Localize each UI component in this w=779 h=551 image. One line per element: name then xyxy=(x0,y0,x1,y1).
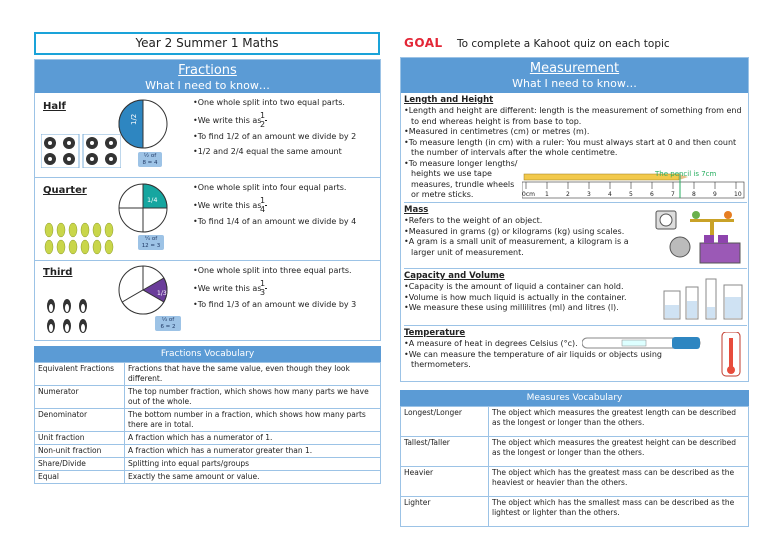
quarter-section xyxy=(35,179,380,261)
fractions-header xyxy=(35,60,380,93)
vocab-definition: Splitting into equal parts/groups xyxy=(125,458,381,471)
penguins-icon xyxy=(43,298,103,338)
page-title: Year 2 Summer 1 Maths xyxy=(135,36,279,50)
vocab-definition: A fraction which has a numerator of 1. xyxy=(125,432,381,445)
vocab-term: Equivalent Fractions xyxy=(35,363,125,386)
vocab-term: Heavier xyxy=(401,467,489,497)
quarter-label: Quarter xyxy=(43,185,87,196)
half-pie-icon xyxy=(117,98,169,150)
vocab-term: Denominator xyxy=(35,409,125,432)
quarter-notes: • One whole split into four equal parts. • We write this as $\frac{1}{4}$ • To find 1/4 of an amount we divide by 4 xyxy=(193,183,378,227)
fractions-vocab-title: Fractions Vocabulary xyxy=(34,346,381,362)
vocab-definition: The bottom number in a fraction, which shows how many parts there are in total. xyxy=(125,409,381,432)
half-notes: • One whole split into two equal parts. • We write this as $\frac{1}{2}$ • To find 1/2 of an amount we divide by 2 • 1/2 and 2/4 equal the same amount xyxy=(193,98,378,158)
svg-text:1/4: 1/4 xyxy=(147,196,158,204)
fractions-vocab-panel xyxy=(34,346,381,484)
ruler-numbers xyxy=(522,190,747,199)
third-pie-icon xyxy=(117,264,169,316)
measurement-header xyxy=(401,58,748,93)
length-heading: Length and Height xyxy=(404,95,494,105)
third-label: Third xyxy=(43,267,73,278)
ruler-number: 6 xyxy=(650,191,654,198)
third-section xyxy=(35,262,380,340)
ruler-number: 3 xyxy=(587,191,591,198)
table-row xyxy=(35,409,381,432)
thermometers-icon xyxy=(582,332,746,378)
vocab-term: Equal xyxy=(35,471,125,484)
measurement-panel xyxy=(400,57,749,382)
length-section: Length and Height • Length and height are different: length is the measurement of something from end to end whereas height is from base to top. • Measured in centimetres (cm) or metres (m). • To measure length (in cm) with a ruler: You must always start at 0 and then count the number of intervals after the whole centimetre. • To measure longer lengths/ heights we use tape measures, trundle wheels or metre sticks. The pencil is 7cm 0cm 1 2 3 4 5 6 7 8 9 10 xyxy=(404,95,747,203)
fractions-subtitle: What I need to know… xyxy=(145,79,270,92)
half-section xyxy=(35,94,380,178)
ruler-number: 4 xyxy=(608,191,612,198)
football-balls-icon xyxy=(41,134,121,168)
table-row xyxy=(401,497,749,527)
vocab-definition: The object which has the greatest mass can be described as the heaviest or heavier than the others. xyxy=(489,467,749,497)
vocab-definition: The object which measures the greatest length can be described as the longest or longer than the others. xyxy=(489,407,749,437)
table-row xyxy=(35,445,381,458)
title-box xyxy=(34,32,380,55)
measurement-subtitle: What I need to know… xyxy=(512,77,637,90)
half-label: Half xyxy=(43,101,66,112)
measures-vocab-panel xyxy=(400,390,749,527)
ruler-number: 8 xyxy=(692,191,696,198)
table-row xyxy=(401,437,749,467)
ruler-number: 9 xyxy=(713,191,717,198)
goal-logo: GOAL xyxy=(404,36,443,50)
ruler-number: 1 xyxy=(545,191,549,198)
ruler-number: 2 xyxy=(566,191,570,198)
capacity-section: Capacity and Volume • Capacity is the amount of liquid a container can hold. • Volume is how much liquid is actually in the container. • We measure these using millilitres (ml) and litres (l). xyxy=(404,271,747,326)
ruler-number: 0cm xyxy=(522,191,535,198)
mass-section: Mass • Refers to the weight of an object. • Measured in grams (g) or kilograms (kg) using scales. • A gram is a small unit of measurement, a kilogram is a larger unit of measurement. xyxy=(404,205,747,269)
vocab-term: Non-unit fraction xyxy=(35,445,125,458)
goal-text: To complete a Kahoot quiz on each topic xyxy=(457,38,670,50)
mass-heading: Mass xyxy=(404,205,429,215)
vocab-definition: The object which measures the greatest height can be described as the longest or longer than the others. xyxy=(489,437,749,467)
pears-icon xyxy=(43,219,135,255)
temperature-heading: Temperature xyxy=(404,328,466,338)
third-fraction: $\frac{1}{3}$ xyxy=(260,278,266,297)
fractions-title: Fractions xyxy=(178,63,237,78)
vocab-definition: Fractions that have the same value, even though they look different. xyxy=(125,363,381,386)
quarter-fraction: $\frac{1}{4}$ xyxy=(260,195,266,214)
half-fraction: $\frac{1}{2}$ xyxy=(260,110,266,129)
table-row xyxy=(401,467,749,497)
vocab-definition: Exactly the same amount or value. xyxy=(125,471,381,484)
quarter-example-chip: ¼ of 12 = 3 xyxy=(138,235,164,250)
third-notes: • One whole split into three equal parts. • We write this as $\frac{1}{3}$ • To find 1/3 of an amount we divide by 3 xyxy=(193,266,378,310)
svg-text:1/3: 1/3 xyxy=(157,290,167,297)
svg-text:1/2: 1/2 xyxy=(130,113,138,125)
vocab-definition: The top number fraction, which shows how many parts we have out of the whole. xyxy=(125,386,381,409)
measures-vocab-table xyxy=(400,406,749,527)
table-row xyxy=(35,471,381,484)
capacity-heading: Capacity and Volume xyxy=(404,271,505,281)
table-row xyxy=(35,386,381,409)
ruler-number: 7 xyxy=(671,191,675,198)
half-example-chip: ½ of 8 = 4 xyxy=(138,152,162,167)
fractions-panel xyxy=(34,59,381,341)
pencil-note: The pencil is 7cm xyxy=(655,170,717,178)
measures-vocab-title: Measures Vocabulary xyxy=(400,390,749,406)
table-row xyxy=(35,363,381,386)
table-row xyxy=(401,407,749,437)
vocab-definition: A fraction which has a numerator greater than 1. xyxy=(125,445,381,458)
ruler-number: 10 xyxy=(734,191,742,198)
vocab-term: Longest/Longer xyxy=(401,407,489,437)
measurement-title: Measurement xyxy=(529,61,620,76)
vocab-term: Unit fraction xyxy=(35,432,125,445)
table-row xyxy=(35,458,381,471)
containers-icon xyxy=(662,277,746,323)
table-row xyxy=(35,432,381,445)
third-example-chip: ⅓ of 6 = 2 xyxy=(155,316,181,331)
vocab-definition: The object which has the smallest mass can be described as the lightest or lighter than the others. xyxy=(489,497,749,527)
vocab-term: Lighter xyxy=(401,497,489,527)
temperature-section: Temperature • A measure of heat in degrees Celsius (°c). • We can measure the temperature of air liquids or objects using thermometers. xyxy=(404,328,747,380)
scales-icon xyxy=(652,205,746,267)
fractions-vocab-table xyxy=(34,362,381,484)
ruler-number: 5 xyxy=(629,191,633,198)
vocab-term: Share/Divide xyxy=(35,458,125,471)
vocab-term: Tallest/Taller xyxy=(401,437,489,467)
vocab-term: Numerator xyxy=(35,386,125,409)
